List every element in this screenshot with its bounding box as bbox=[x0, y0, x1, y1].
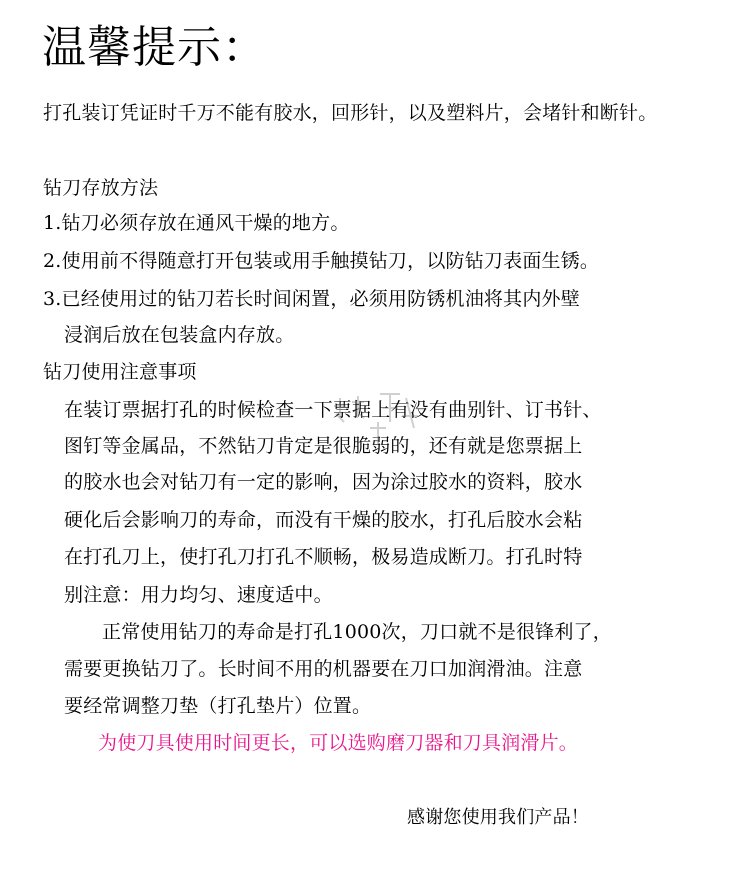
usage-paragraph-2-line: 需要更换钻刀了。长时间不用的机器要在刀口加润滑油。注意 bbox=[64, 658, 583, 680]
page-title: 温馨提示： bbox=[42, 22, 267, 73]
usage-paragraph-1-line: 硬化后会影响刀的寿命，而没有干燥的胶水，打孔后胶水会粘 bbox=[64, 509, 583, 531]
watermark-stamp bbox=[330, 388, 420, 448]
usage-paragraph-1-line: 在打孔刀上，使打孔刀打孔不顺畅，极易造成断刀。打孔时特 bbox=[64, 546, 583, 568]
storage-item-3: 3.已经使用过的钻刀若长时间闲置，必须用防锈机油将其内外壁 bbox=[43, 288, 580, 310]
storage-item-1: 1.钻刀必须存放在通风干燥的地方。 bbox=[43, 212, 350, 234]
storage-item-2: 2.使用前不得随意打开包装或用手触摸钻刀，以防钻刀表面生锈。 bbox=[43, 250, 600, 272]
storage-item-3-cont: 浸润后放在包装盒内存放。 bbox=[64, 324, 295, 346]
usage-paragraph-1-line: 的胶水也会对钻刀有一定的影响，因为涂过胶水的资料，胶水 bbox=[64, 471, 583, 493]
storage-heading: 钻刀存放方法 bbox=[43, 177, 159, 199]
highlight-tip: 为使刀具使用时间更长，可以选购磨刀器和刀具润滑片。 bbox=[98, 732, 579, 754]
usage-paragraph-1-line: 别注意：用力均匀、速度适中。 bbox=[64, 584, 333, 606]
usage-paragraph-2-line: 正常使用钻刀的寿命是打孔1000次，刀口就不是很锋利了， bbox=[102, 621, 612, 643]
usage-paragraph-1-line: 在装订票据打孔的时候检查一下票据上有没有曲别针、订书针、 bbox=[64, 399, 602, 421]
intro-text: 打孔装订凭证时千万不能有胶水，回形针，以及塑料片，会堵针和断针。 bbox=[43, 102, 658, 124]
usage-paragraph-2-line: 要经常调整刀垫（打孔垫片）位置。 bbox=[64, 695, 372, 717]
thanks-text: 感谢您使用我们产品！ bbox=[407, 807, 589, 828]
usage-paragraph-1-line: 图钉等金属品，不然钻刀肯定是很脆弱的，还有就是您票据上 bbox=[64, 435, 583, 457]
usage-heading: 钻刀使用注意事项 bbox=[43, 361, 197, 383]
